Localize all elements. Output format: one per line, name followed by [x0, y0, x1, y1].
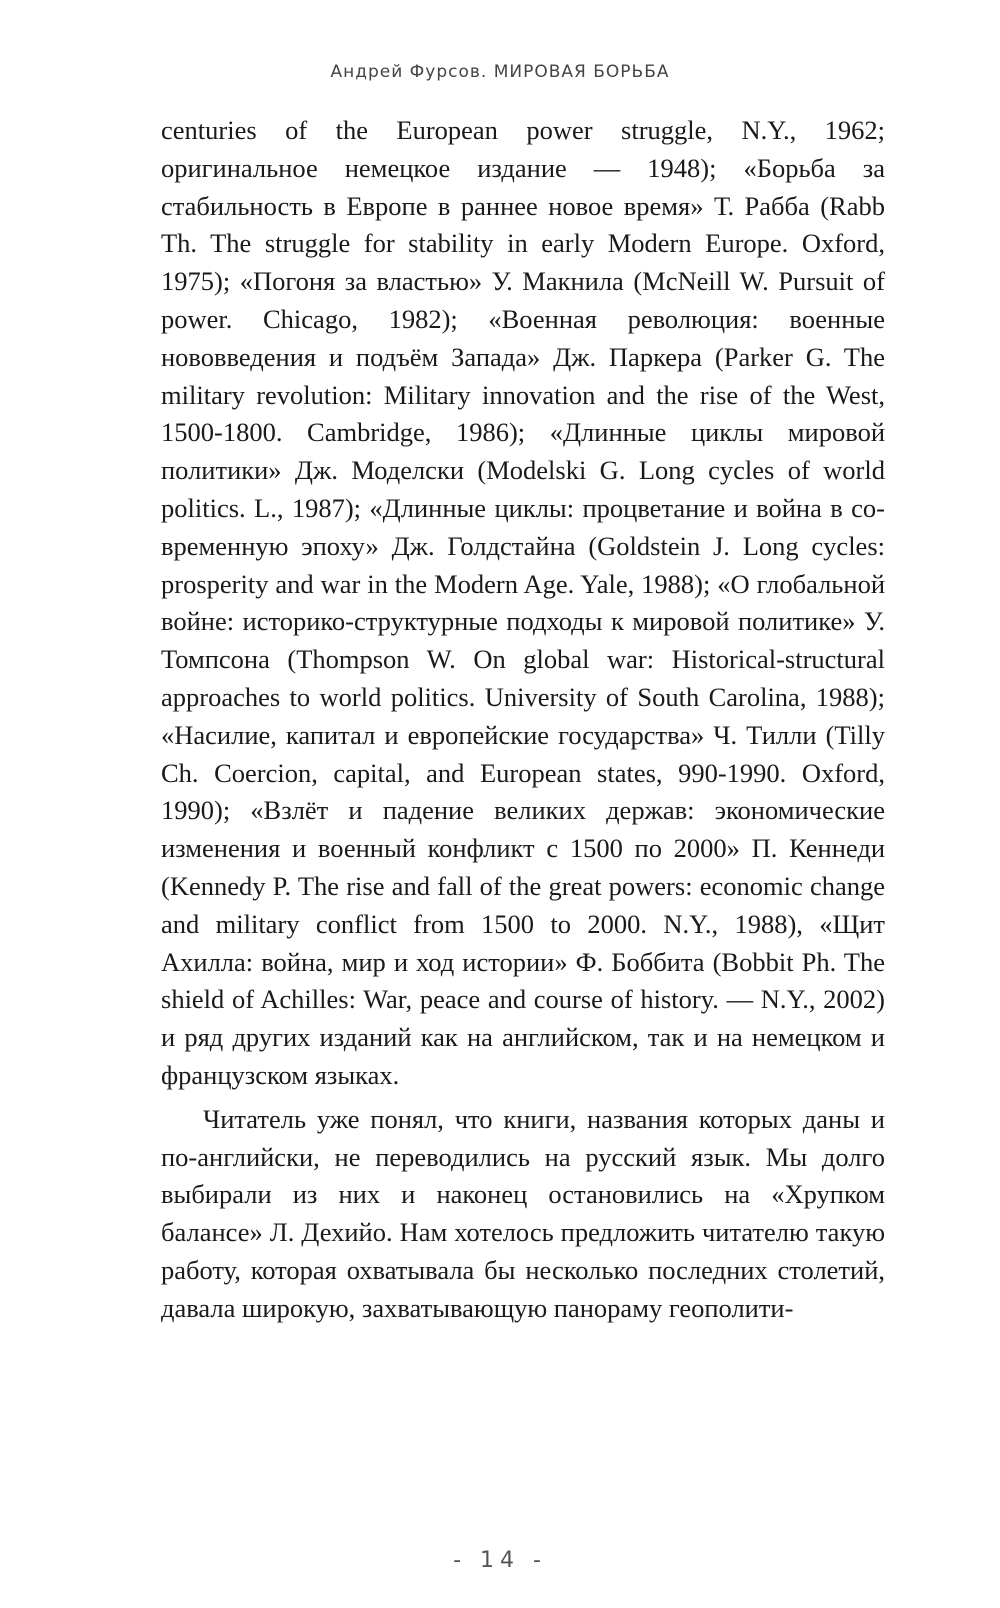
page-number: - 14 - [453, 1548, 547, 1573]
running-header: Андрей Фурсов. МИРОВАЯ БОРЬБА [330, 62, 670, 82]
body-text [161, 112, 885, 1328]
paragraph: Читатель уже понял, что книги, названия которых даны и по-английски, не переводились на русский язык. Мы долго выбирали из них и наконец остановились на «Хрупком балансе» Л. Дехийо. Нам хотелось предложить читателю такую работу, которая охватывала бы несколько последних столетий, давала широкую, захватывающую панораму геополити- [161, 1103, 885, 1323]
paragraph-continued: centuries of the European power struggle, N.Y., 1962; оригинальное немецкое издание — 1948); «Борьба за стабильность в Европе в раннее новое время» Т. Рабба (Rabb Th. The struggle for stability in early Modern Europe. Oxford, 1975); «Погоня за властью» У. Макнила (McNeill W. Pursuit of power. Chicago, 1982); «Военная революция: военные нововведения и подъём Запада» Дж. Паркера (Parker G. The military revolution: Military innovation and the rise of the West, 1500-1800. Cambridge, 1986); «Длинные циклы мировой политики» Дж. Моделски (Modelski G. Long cycles of world politics. L., 1987); «Длинные циклы: процветание и война в современную эпоху» Дж. Голдстайна (Goldstein J. Long cycles: prosperity and war in the Modern Age. Yale, 1988); «О глобальной войне: историко-структурные подходы к мировой политике» У. Томпсона (Thompson W. On global war: Historical-structural approaches to world politics. University of South Carolina, 1988); «Насилие, капитал и европейские государства» Ч. Тилли (Tilly Ch. Coercion, capital, and European states, 990-1990. Oxford, 1990); «Взлёт и падение великих держав: экономические изменения и военный конфликт с 1500 по 2000» П. Кеннеди (Kennedy P. The rise and fall of the great powers: economic change and military conflict from 1500 to 2000. N.Y., 1988), «Щит Ахилла: война, мир и ход истории» Ф. Боббита (Bobbit Ph. The shield of Achilles: War, peace and course of history. — N.Y., 2002) и ряд других изданий как на английском, так и на немецком и французском языках. [161, 115, 885, 1090]
